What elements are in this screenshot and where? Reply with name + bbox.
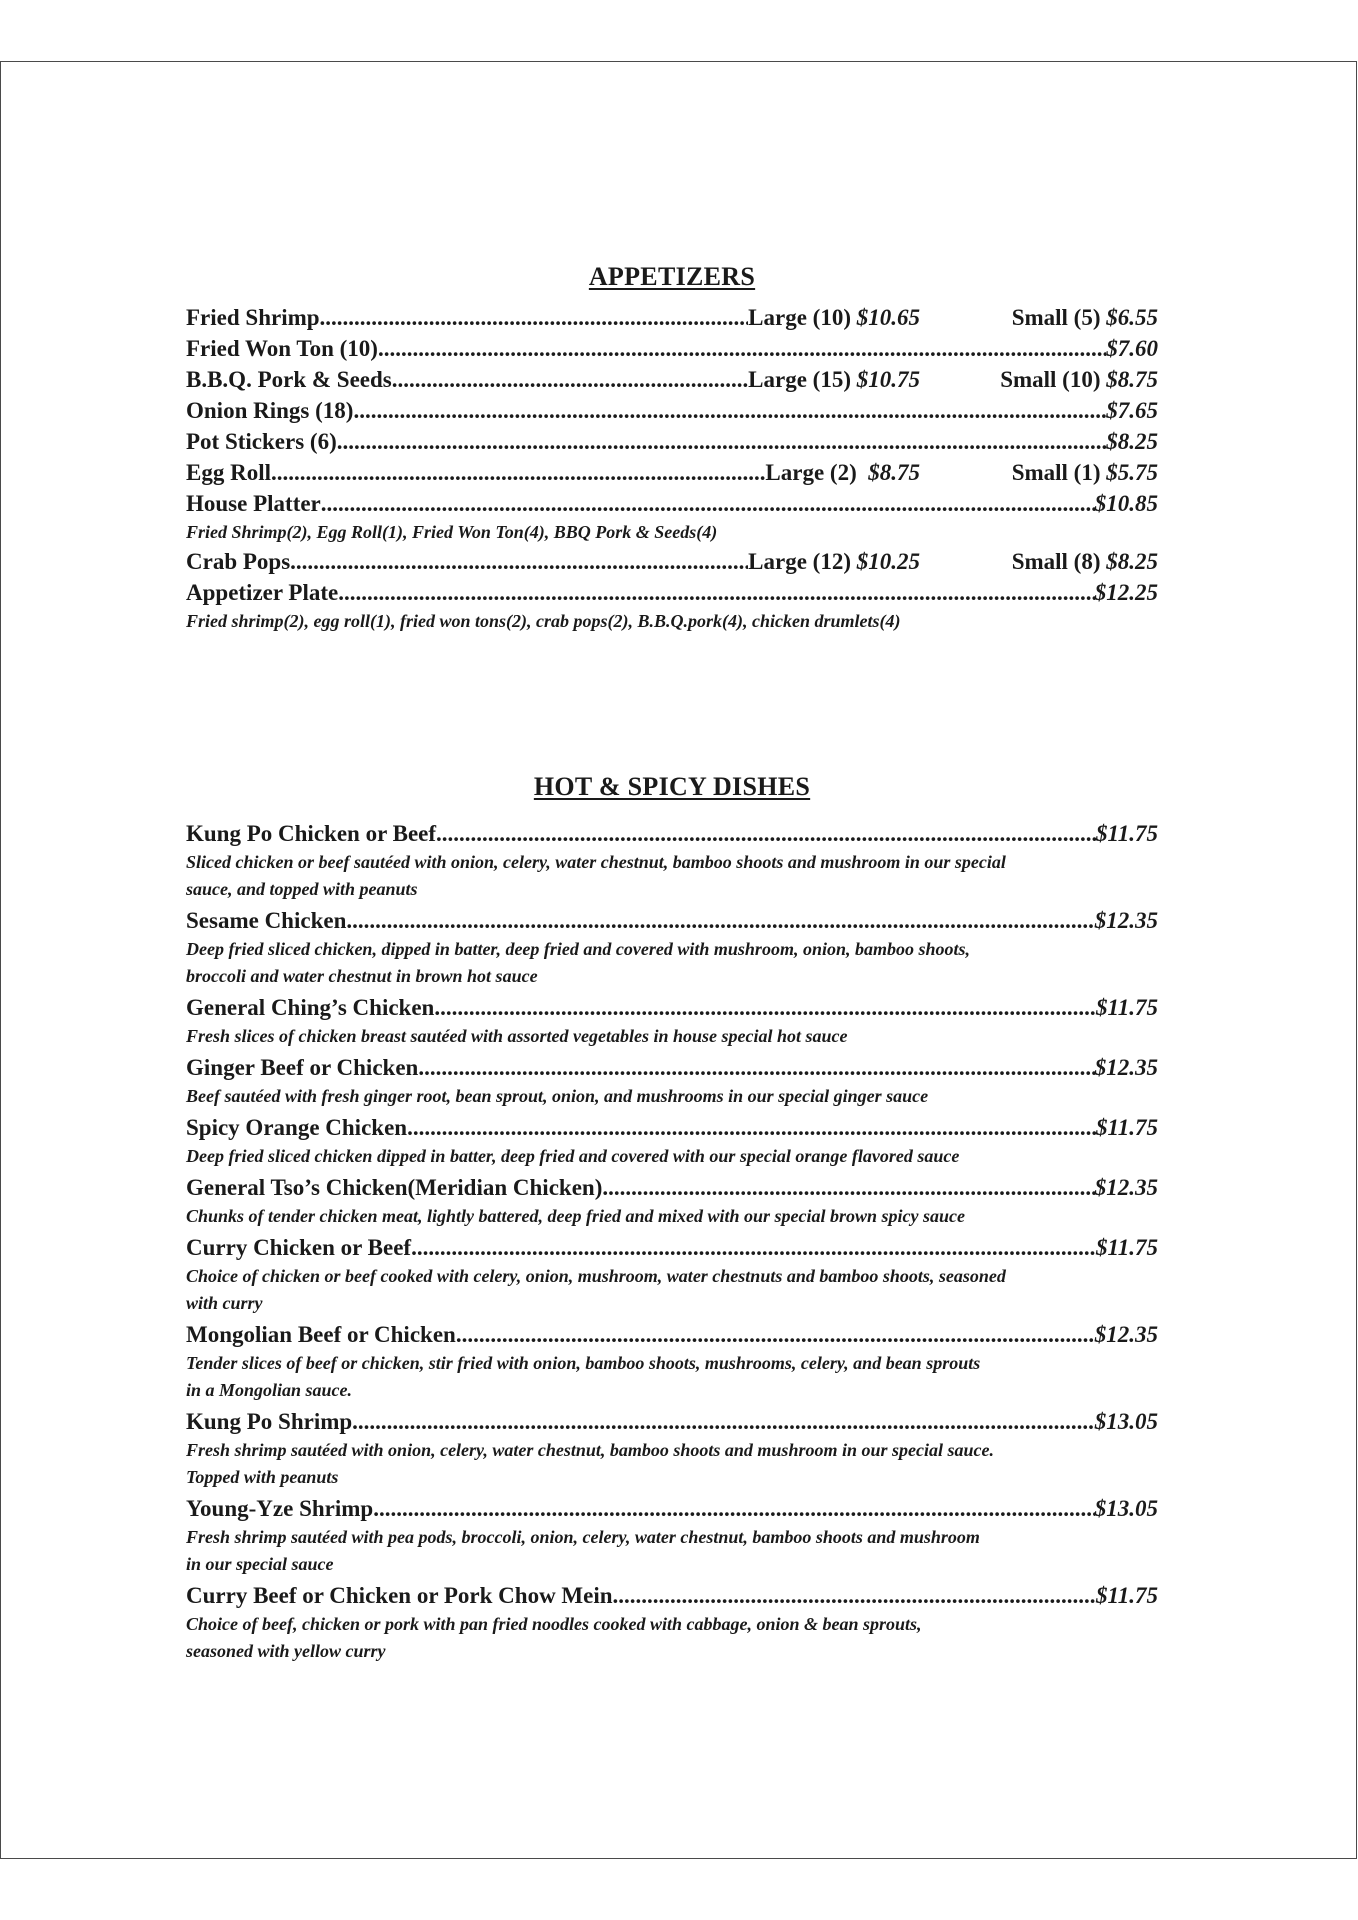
menu-item	[186, 1319, 1158, 1350]
small-option	[920, 364, 1158, 395]
menu-item	[186, 333, 1158, 364]
large-price: $10.65	[856, 305, 920, 330]
item-note: Fried Shrimp(2), Egg Roll(1), Fried Won Ton(4), BBQ Pork & Seeds(4)	[186, 522, 718, 542]
appetizers-section	[186, 262, 1158, 635]
menu-item	[186, 1232, 1158, 1263]
item-price: $11.75	[1096, 995, 1158, 1020]
item-note: Fried shrimp(2), egg roll(1), fried won tons(2), crab pops(2), B.B.Q.pork(4), chicken drumlets(4)	[186, 611, 901, 631]
leader-dots	[411, 1232, 1096, 1263]
item-name: Curry Chicken or Beef	[186, 1235, 412, 1260]
leader-dots	[602, 1172, 1094, 1203]
item-price: $12.35	[1094, 1322, 1158, 1347]
item-name: Mongolian Beef or Chicken	[186, 1322, 456, 1347]
menu-item	[186, 302, 1158, 333]
item-description: Deep fried sliced chicken, dipped in batter, deep fried and covered with mushroom, onion, bamboo shoots, broccoli and water chestnut in brown hot sauce	[186, 939, 970, 986]
large-label: Large (15)	[748, 367, 851, 392]
item-name: Crab Pops	[186, 549, 291, 574]
leader-dots	[373, 1493, 1095, 1524]
item-description: Tender slices of beef or chicken, stir fried with onion, bamboo shoots, mushrooms, celery, and bean sprouts in a Mongolian sauce.	[186, 1353, 981, 1400]
item-name: Egg Roll	[186, 460, 271, 485]
menu-item	[186, 364, 1158, 395]
item-name: Onion Rings (18)	[186, 398, 354, 423]
menu-item	[186, 395, 1158, 426]
hot-spicy-section	[186, 772, 1158, 1667]
menu-item	[186, 577, 1158, 608]
menu-item	[186, 426, 1158, 457]
item-description: Beef sautéed with fresh ginger root, bean sprout, onion, and mushrooms in our special ginger sauce	[186, 1086, 929, 1106]
menu-item	[186, 1112, 1158, 1143]
small-option	[920, 302, 1158, 333]
item-name: Kung Po Chicken or Beef	[186, 821, 437, 846]
item-price: $12.35	[1094, 1175, 1158, 1200]
small-option	[920, 457, 1158, 488]
item-name: Curry Beef or Chicken or Pork Chow Mein	[186, 1583, 613, 1608]
leader-dots	[353, 395, 1106, 426]
menu-item	[186, 1580, 1158, 1611]
item-name: Young-Yze Shrimp	[186, 1496, 374, 1521]
leader-dots	[290, 546, 748, 577]
item-name: Sesame Chicken	[186, 908, 347, 933]
large-option	[748, 364, 920, 395]
leader-dots	[392, 364, 748, 395]
item-name: General Tso’s Chicken(Meridian Chicken)	[186, 1175, 603, 1200]
small-label: Small (8)	[1011, 549, 1101, 574]
small-price: $8.25	[1106, 549, 1158, 574]
item-price: $10.85	[1094, 491, 1158, 516]
item-description: Fresh shrimp sautéed with onion, celery, water chestnut, bamboo shoots and mushroom in our special sauce. Topped with peanuts	[186, 1440, 994, 1487]
menu-item	[186, 457, 1158, 488]
item-price: $11.75	[1096, 1583, 1158, 1608]
item-description: Choice of chicken or beef cooked with celery, onion, mushroom, water chestnuts and bamboo shoots, seasoned with curry	[186, 1266, 1006, 1313]
item-name: Kung Po Shrimp	[186, 1409, 353, 1434]
large-option	[765, 457, 920, 488]
menu-item	[186, 992, 1158, 1023]
item-name: Pot Stickers (6)	[186, 429, 337, 454]
item-price: $13.05	[1094, 1409, 1158, 1434]
large-price: $10.25	[856, 549, 920, 574]
item-description: Fresh slices of chicken breast sautéed with assorted vegetables in house special hot sauce	[186, 1026, 848, 1046]
item-price: $7.65	[1106, 398, 1158, 423]
item-name: B.B.Q. Pork & Seeds	[186, 367, 392, 392]
item-price: $11.75	[1096, 1235, 1158, 1260]
menu-item	[186, 1493, 1158, 1524]
item-description: Fresh shrimp sautéed with pea pods, broccoli, onion, celery, water chestnut, bamboo shoots and mushroom in our special sauce	[186, 1527, 980, 1574]
item-price: $11.75	[1096, 821, 1158, 846]
item-description: Chunks of tender chicken meat, lightly battered, deep fried and mixed with our special brown spicy sauce	[186, 1206, 965, 1226]
small-label: Small (10)	[1000, 367, 1101, 392]
item-price: $12.35	[1094, 1055, 1158, 1080]
menu-item	[186, 1052, 1158, 1083]
item-name: Ginger Beef or Chicken	[186, 1055, 419, 1080]
leader-dots	[321, 488, 1095, 519]
item-price: $13.05	[1094, 1496, 1158, 1521]
large-label: Large (2)	[765, 460, 857, 485]
large-label: Large (10)	[748, 305, 851, 330]
menu-item	[186, 905, 1158, 936]
small-price: $8.75	[1106, 367, 1158, 392]
leader-dots	[337, 426, 1107, 457]
large-price: $10.75	[856, 367, 920, 392]
appetizers-title: APPETIZERS	[588, 262, 756, 291]
leader-dots	[436, 818, 1096, 849]
leader-dots	[378, 333, 1106, 364]
small-price: $5.75	[1106, 460, 1158, 485]
item-price: $11.75	[1096, 1115, 1158, 1140]
item-name: Spicy Orange Chicken	[186, 1115, 408, 1140]
item-name: Fried Shrimp	[186, 305, 320, 330]
item-price: $8.25	[1106, 429, 1158, 454]
item-price: $12.25	[1094, 580, 1158, 605]
large-option	[748, 546, 920, 577]
small-option	[920, 546, 1158, 577]
item-description: Deep fried sliced chicken dipped in batter, deep fried and covered with our special orange flavored sauce	[186, 1146, 960, 1166]
leader-dots	[407, 1112, 1096, 1143]
leader-dots	[418, 1052, 1094, 1083]
menu-item	[186, 488, 1158, 519]
item-price: $12.35	[1094, 908, 1158, 933]
hot-spicy-title: HOT & SPICY DISHES	[533, 772, 811, 801]
item-price: $7.60	[1106, 336, 1158, 361]
leader-dots	[434, 992, 1096, 1023]
menu-item	[186, 1172, 1158, 1203]
small-label: Small (1)	[1011, 460, 1101, 485]
item-description: Choice of beef, chicken or pork with pan fried noodles cooked with cabbage, onion & bean sprouts, seasoned with yellow curry	[186, 1614, 922, 1661]
leader-dots	[320, 302, 749, 333]
small-label: Small (5)	[1011, 305, 1101, 330]
large-option	[748, 302, 920, 333]
leader-dots	[352, 1406, 1095, 1437]
leader-dots	[338, 577, 1095, 608]
item-name: Appetizer Plate	[186, 580, 339, 605]
menu-item	[186, 546, 1158, 577]
leader-dots	[346, 905, 1094, 936]
menu-item	[186, 818, 1158, 849]
item-name: Fried Won Ton (10)	[186, 336, 378, 361]
item-description: Sliced chicken or beef sautéed with onion, celery, water chestnut, bamboo shoots and mushroom in our special sauce, and topped with peanuts	[186, 852, 1006, 899]
large-price: $8.75	[868, 460, 920, 485]
menu-item	[186, 1406, 1158, 1437]
large-label: Large (12)	[748, 549, 851, 574]
leader-dots	[271, 457, 765, 488]
item-name: General Ching’s Chicken	[186, 995, 435, 1020]
small-price: $6.55	[1106, 305, 1158, 330]
leader-dots	[456, 1319, 1095, 1350]
leader-dots	[613, 1580, 1096, 1611]
item-name: House Platter	[186, 491, 321, 516]
